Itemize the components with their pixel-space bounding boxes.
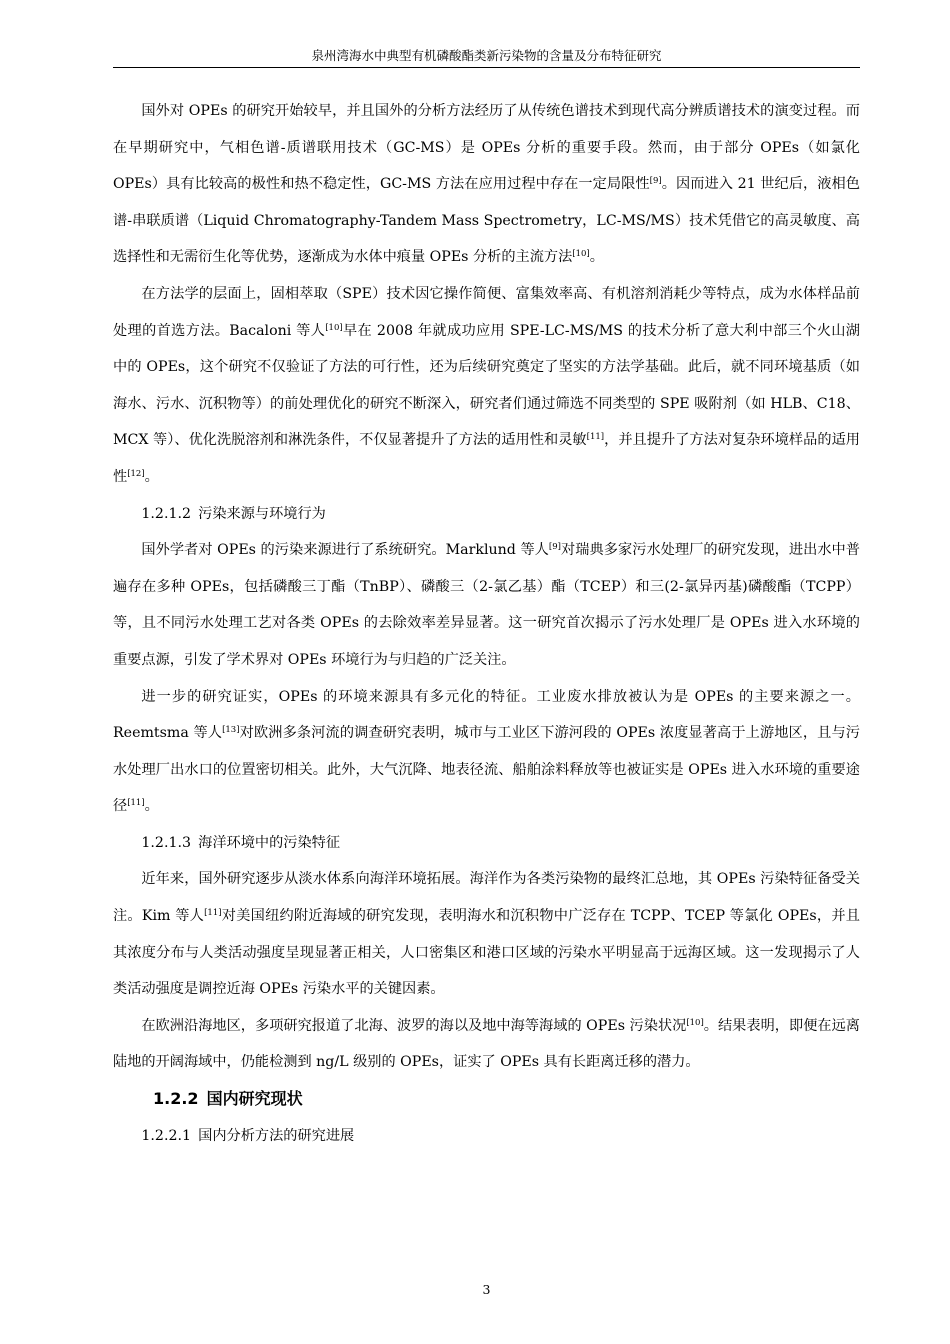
paragraph-foreign-methods: 国外对 OPEs 的研究开始较早，并且国外的分析方法经历了从传统色谱技术到现代高分辨质谱技术的演变过程。而在早期研究中，气相色谱-质谱联用技术（GC-MS）是 OPEs 分析的重要手段。然而，由于部分 OPEs（如氯化 OPEs）具有比较高的极性和热不稳定性，GC-MS 方法在应用过程中存在一定局限性[9]。因而进入 21 世纪后，液相色谱-串联质谱（Liquid Chromatography-Tandem Mass Spectrometry，LC-MS/MS）技术凭借它的高灵敏度、高选择性和无需衍生化等优势，逐渐成为水体中痕量 OPEs 分析的主流方法[10]。 <box>113 103 860 266</box>
paragraph-marine-pollution: 近年来，国外研究逐步从淡水体系向海洋环境拓展。海洋作为各类污染物的最终汇总地，其 OPEs 污染特征备受关注。Kim 等人[11]对美国纽约附近海域的研究发现，表明海水和沉积物中广泛存在 TCPP、TCEP 等氯化 OPEs，并且其浓度分布与人类活动强度呈现显著正相关，人口密集区和港口区域的污染水平明显高于远海区域。这一发现揭示了人类活动强度是调控近海 OPEs 污染水平的关键因素。 <box>113 871 860 998</box>
section-title: 国内分析方法的研究进展 <box>198 1127 355 1144</box>
section-number: 1.2.2 <box>153 1089 199 1109</box>
section-number: 1.2.2.1 <box>141 1127 192 1144</box>
section-heading-1-2-1-3 <box>113 825 860 862</box>
citation: [11] <box>204 908 222 919</box>
citation: [11] <box>127 798 145 809</box>
citation: [10] <box>572 249 590 260</box>
citation: [12] <box>127 468 145 479</box>
citation: [9] <box>649 176 662 187</box>
section-heading-1-2-1-2 <box>113 496 860 533</box>
citation: [13] <box>222 725 240 736</box>
section-title: 国内研究现状 <box>206 1089 303 1109</box>
section-title: 海洋环境中的污染特征 <box>198 834 341 851</box>
citation: [9] <box>548 542 561 553</box>
paragraph-european-coast: 在欧洲沿海地区，多项研究报道了北海、波罗的海以及地中海等海域的 OPEs 污染状况[10]。结果表明，即便在远离陆地的开阔海域中，仍能检测到 ng/L 级别的 OPEs，证实了 OPEs 具有长距离迁移的潜力。 <box>113 1017 860 1071</box>
paragraph-pollution-sources: 国外学者对 OPEs 的污染来源进行了系统研究。Marklund 等人[9]对瑞典多家污水处理厂的研究发现，进出水中普遍存在多种 OPEs，包括磷酸三丁酯（TnBP）、磷酸三（2-氯乙基）酯（TCEP）和三(2-氯异丙基)磷酸酯（TCPP）等，且不同污水处理工艺对各类 OPEs 的去除效率差异显著。这一研究首次揭示了污水处理厂是 OPEs 进入水环境的重要点源，引发了学术界对 OPEs 环境行为与归趋的广泛关注。 <box>113 542 860 668</box>
citation: [10] <box>325 322 343 333</box>
section-title: 污染来源与环境行为 <box>198 505 326 522</box>
page-content <box>113 93 860 1154</box>
section-heading-1-2-2 <box>113 1081 860 1118</box>
citation: [11] <box>586 432 605 443</box>
citation: [10] <box>686 1017 704 1028</box>
paragraph-environmental-sources: 进一步的研究证实，OPEs 的环境来源具有多元化的特征。工业废水排放被认为是 OPEs 的主要来源之一。Reemtsma 等人[13]对欧洲多条河流的调查研究表明，城市与工业区下游河段的 OPEs 浓度显著高于上游地区，且与污水处理厂出水口的位置密切相关。此外，大气沉降、地表径流、船舶涂料释放等也被证实是 OPEs 进入水环境的重要途径[11]。 <box>113 688 860 815</box>
section-number: 1.2.1.2 <box>141 505 192 522</box>
section-heading-1-2-2-1 <box>113 1118 860 1155</box>
section-number: 1.2.1.3 <box>141 834 192 851</box>
paragraph-spe-methodology: 在方法学的层面上，固相萃取（SPE）技术因它操作简便、富集效率高、有机溶剂消耗少等特点，成为水体样品前处理的首选方法。Bacaloni 等人[10]早在 2008 年就成功应用 SPE-LC-MS/MS 的技术分析了意大利中部三个火山湖中的 OPEs，这个研究不仅验证了方法的可行性，还为后续研究奠定了坚实的方法学基础。此后，就不同环境基质（如海水、污水、沉积物等）的前处理优化的研究不断深入，研究者们通过筛选不同类型的 SPE 吸附剂（如 HLB、C18、MCX 等）、优化洗脱溶剂和淋洗条件，不仅显著提升了方法的适用性和灵敏[11]，并且提升了方法对复杂环境样品的适用性[12]。 <box>113 285 860 485</box>
page-number: 3 <box>482 1282 491 1297</box>
running-header <box>113 48 860 68</box>
running-header-title: 泉州湾海水中典型有机磷酸酯类新污染物的含量及分布特征研究 <box>311 48 662 63</box>
